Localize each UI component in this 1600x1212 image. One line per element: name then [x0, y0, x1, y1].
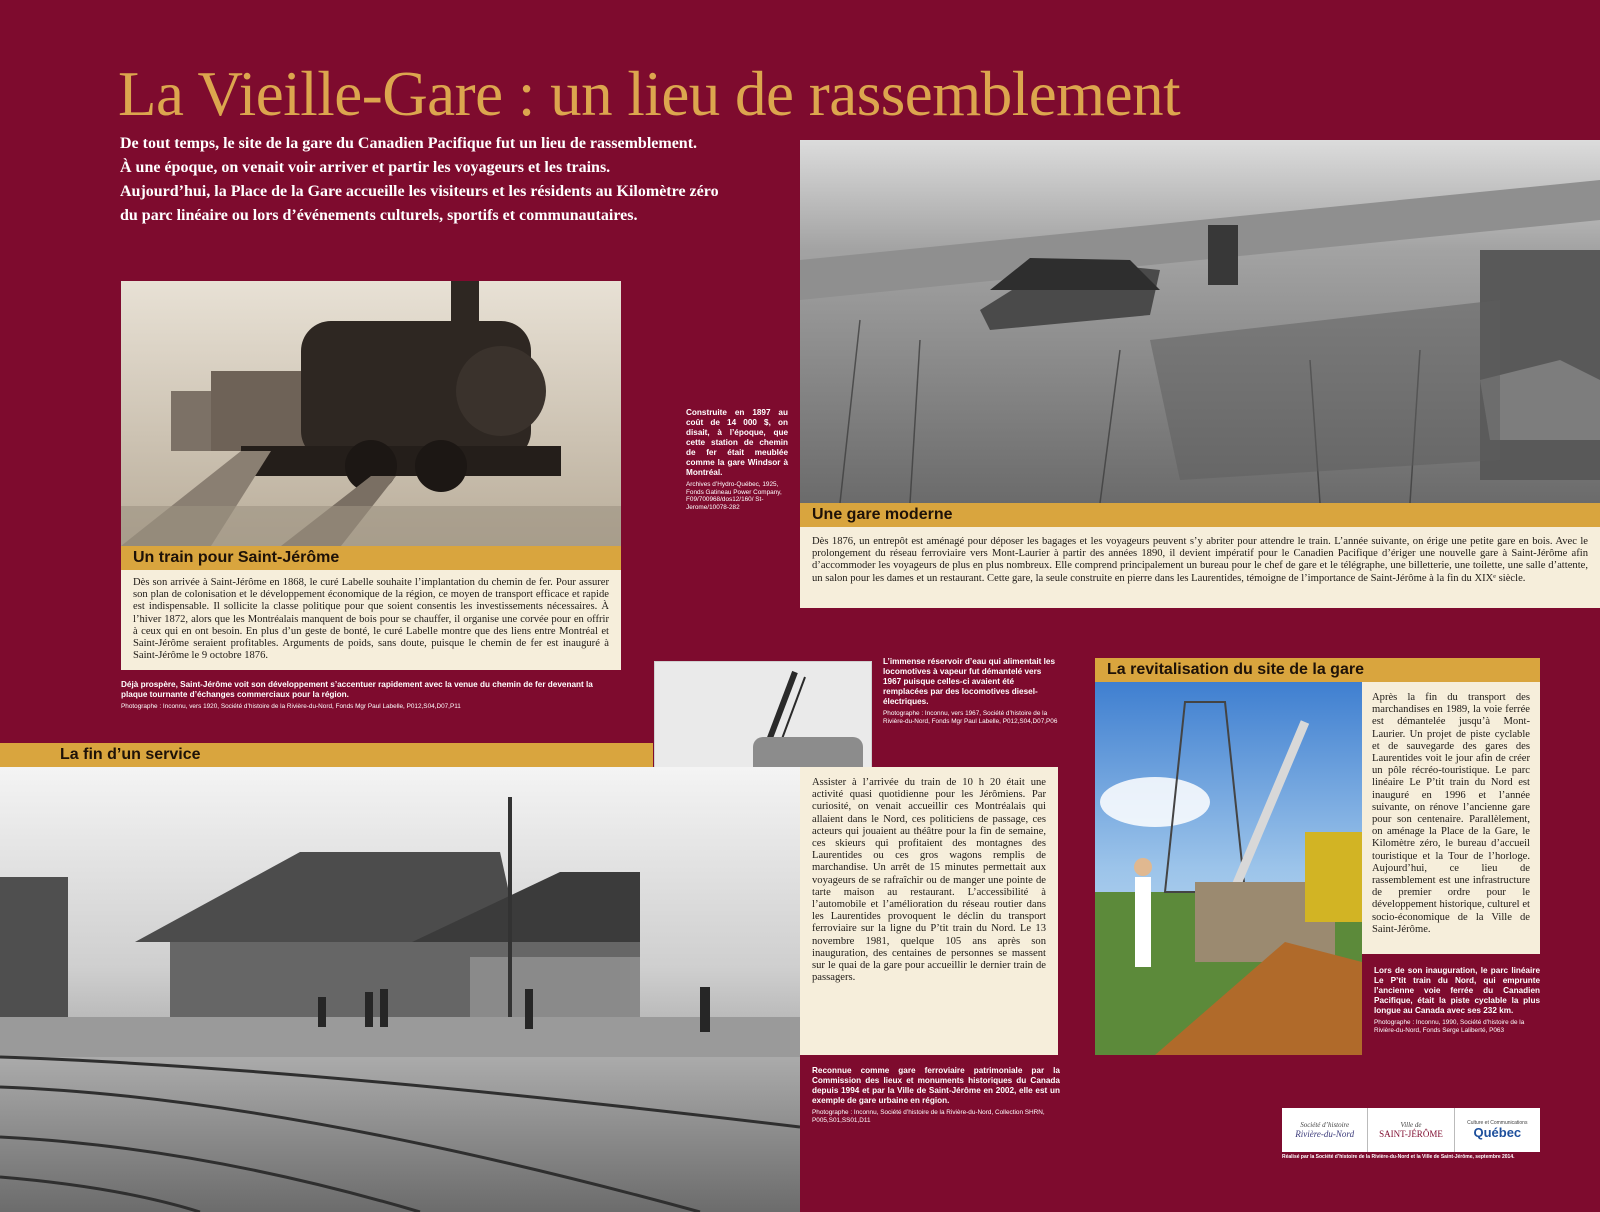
caption-text: Reconnue comme gare ferroviaire patrimoniale par la Commission des lieux et monuments historiques du Canada depuis 1994 et par la Ville de Saint-Jérôme en 2002, elle est un exemple de gare urbaine en région. [812, 1066, 1060, 1105]
photo-caption [883, 657, 1058, 725]
logo-text: Ville de [1400, 1121, 1422, 1129]
caption-credit: Photographe : Inconnu, 1990, Société d’histoire de la Rivière-du-Nord, Fonds Serge Laliberté, P063 [1374, 1019, 1525, 1034]
caption-text: Construite en 1897 au coût de 14 000 $, on disait, à l’époque, que cette station de chemin de fer était meublée comme la gare Windsor à Montréal. [686, 408, 788, 477]
intro-line: De tout temps, le site de la gare du Canadien Pacifique fut un lieu de rassemblement. [120, 135, 698, 152]
photo-caption [812, 1066, 1060, 1124]
page-title: La Vieille-Gare : un lieu de rassemblement [118, 59, 1181, 129]
logo-text: Culture et Communications [1467, 1120, 1528, 1126]
quebec-logo [1455, 1108, 1540, 1152]
intro-text [120, 132, 780, 228]
caption-text: Déjà prospère, Saint-Jérôme voit son développement s’accentuer rapidement avec la venue du chemin de fer devenant la plaque tournante d’échanges commerciaux pour la région. [121, 680, 593, 699]
section-body: Dès 1876, un entrepôt est aménagé pour déposer les bagages et les voyageurs peuvent s’y abriter pour attendre le train. L’année suivante, on érige une petite gare en bois. Avec le prolongement du réseau ferroviaire vers Mont-Laurier à partir des années 1890, il devient impératif pour le Canadien Pacifique d’ériger une nouvelle gare à Saint-Jérôme afin d’accommoder les voyageurs de plus en plus nombreux. Elle comprend principalement un bureau pour le chef de gare et le télégraphe, une billetterie, une toilette, une salle d’attente, un salon pour les dames et un restaurant. Cette gare, la seule construite en pierre dans les Laurentides, témoigne de l’importance de Saint-Jérôme à la fin du XIXᵉ siècle. [800, 527, 1600, 608]
station-platform-photo [0, 767, 800, 1212]
photo-caption [121, 680, 621, 711]
intro-line: Aujourd’hui, la Place de la Gare accueille les visiteurs et les résidents au Kilomètre zéro [120, 183, 719, 200]
footer-credit: Réalisé par la Société d’histoire de la Rivière-du-Nord et la Ville de Saint-Jérôme, septembre 2014. [1282, 1154, 1515, 1160]
sponsor-logos [1282, 1108, 1540, 1152]
caption-text: L’immense réservoir d’eau qui alimentait les locomotives à vapeur fut démantelé vers 1967 puisque celles-ci avaient été remplacées par des locomotives diesel-électriques. [883, 657, 1056, 706]
section-heading: Un train pour Saint-Jérôme [121, 546, 621, 570]
aerial-station-photo [800, 140, 1600, 503]
logo-text: SAINT-JÉRÔME [1379, 1129, 1443, 1139]
locomotive-photo [121, 281, 621, 546]
intro-line: du parc linéaire ou lors d’événements culturels, sportifs et communautaires. [120, 207, 638, 224]
logo-text: Rivière-du-Nord [1295, 1129, 1355, 1139]
photo-caption [1374, 966, 1540, 1034]
crane-photo [1095, 682, 1362, 1055]
shrn-logo [1282, 1108, 1368, 1152]
logo-text: Société d’histoire [1300, 1121, 1350, 1129]
caption-credit: Photographe : Inconnu, Société d’histoire de la Rivière-du-Nord, Collection SHRN, P005,S01,SS01,D11 [812, 1109, 1045, 1124]
section-body: Assister à l’arrivée du train de 10 h 20 était une activité quasi quotidienne pour les Jérômiens. Par curiosité, on venait accueillir ces Montréalais qui allaient dans le Nord, ces politiciens de passage, ces acteurs qui jouaient au théâtre pour la fin de semaine, ces skieurs qui profitaient des montagnes des Laurentides ou ces gros wagons remplis de marchandise. Un arrêt de 15 minutes permettait aux voyageurs de se rafraîchir ou de manger une pointe de tarte maison au restaurant. L’accessibilité à l’automobile et l’amélioration du réseau routier dans les Laurentides provoquent le déclin du transport ferroviaire sur la ligne du P’tit train du Nord. Le 13 novembre 1981, quelque 105 ans après son inauguration, des centaines de personnes se massent sur le quai de la gare pour accueillir le dernier train de passagers. [800, 767, 1058, 1055]
section-heading: La fin d’un service [0, 743, 653, 767]
intro-line: À une époque, on venait voir arriver et partir les voyageurs et les trains. [120, 159, 611, 176]
ville-saint-jerome-logo [1368, 1108, 1454, 1152]
caption-credit: Archives d’Hydro-Québec, 1925, Fonds Gatineau Power Company, F09/700968/dos12/160/ St-Jerome/10078-282 [686, 481, 782, 511]
section-heading: La revitalisation du site de la gare [1095, 658, 1540, 682]
photo-caption [686, 408, 788, 511]
logo-text: Québec [1473, 1125, 1522, 1140]
caption-credit: Photographe : Inconnu, vers 1967, Société d’histoire de la Rivière-du-Nord, Fonds Mgr Paul Labelle, P012,S04,D07,P06 [883, 710, 1058, 725]
section-heading: Une gare moderne [800, 503, 1600, 527]
section-body: Dès son arrivée à Saint-Jérôme en 1868, le curé Labelle souhaite l’implantation du chemin de fer. Pour assurer son plan de colonisation et le développement économique de la région, ce moyen de transport efficace et rapide est indispensable. Il sollicite la classe politique pour que soient consentis les investissements nécessaires. À l’hiver 1872, alors que les Montréalais manquent de bois pour se chauffer, il organise une corvée pour en offrir à ceux qui en ont besoin. En plus d’un geste de bonté, le curé Labelle montre que des liens entre Montréal et Saint-Jérôme seraient profitables. Arguments de poids, sans doute, puisque le chemin de fer est inauguré à Saint-Jérôme le 9 octobre 1876. [121, 570, 621, 670]
caption-credit: Photographe : Inconnu, vers 1920, Société d’histoire de la Rivière-du-Nord, Fonds Mgr Paul Labelle, P012,S04,D07,P11 [121, 703, 461, 710]
caption-text: Lors de son inauguration, le parc linéaire Le P’tit train du Nord, qui emprunte l’ancienne voie ferrée du Canadien Pacifique, était la piste cyclable la plus longue au Canada avec ses 232 km. [1374, 966, 1540, 1015]
section-body: Après la fin du transport des marchandises en 1989, la voie ferrée est démantelée jusqu’à Mont-Laurier. Un projet de piste cyclable et de sauvegarde des gares des Laurentides voit le jour afin de créer un pôle récréo-touristique. Le parc linéaire Le P’tit train du Nord est inauguré en 1996 et l’année suivante, on rénove l’ancienne gare pour son centenaire. Parallèlement, on aménage la Place de la Gare, le Kilomètre zéro, le bureau d’accueil touristique et la Tour de l’horloge. Aujourd’hui, ce lieu de rassemblement est une infrastructure de premier ordre pour le développement historique, culturel et socio-économique de la Ville de Saint-Jérôme. [1362, 682, 1540, 954]
